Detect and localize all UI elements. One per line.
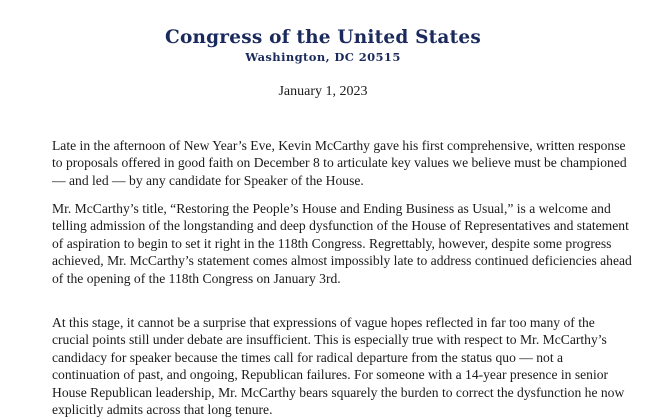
body-paragraph-3: At this stage, it cannot be a surprise that expressions of vague hopes reflected in far too many of the crucial points still under debate are insufficient. This is especially true with respect to Mr. McCarthy’s candidacy for speaker because the times call for radical departure from the status quo — not a continuation of past, and ongoing, Republican failures. For someone with a 14-year presence in senior House Republican leadership, Mr. McCarthy bears squarely the burden to correct the dysfunction he now explicitly admits across that long tenure. [52,315,625,418]
body-paragraph-1: Late in the afternoon of New Year’s Eve, Kevin McCarthy gave his first comprehensive, written response to proposals offered in good faith on December 8 to articulate key values we believe must be championed — and led — by any candidate for Speaker of the House. [52,138,627,188]
letterhead-title: Congress of the United States [165,27,481,48]
letter-date: January 1, 2023 [278,84,368,99]
letterhead-address: Washington, DC 20515 [245,50,401,64]
body-paragraph-2: Mr. McCarthy’s title, “Restoring the People’s House and Ending Business as Usual,” is a welcome and telling admission of the longstanding and deep dysfunction of the House of Representatives and statement of aspiration to begin to set it right in the 118th Congress. Regrettably, however, despite some progress achieved, Mr. McCarthy’s statement comes almost impossibly late to address continued deficiencies ahead of the opening of the 118th Congress on January 3rd. [52,201,632,286]
